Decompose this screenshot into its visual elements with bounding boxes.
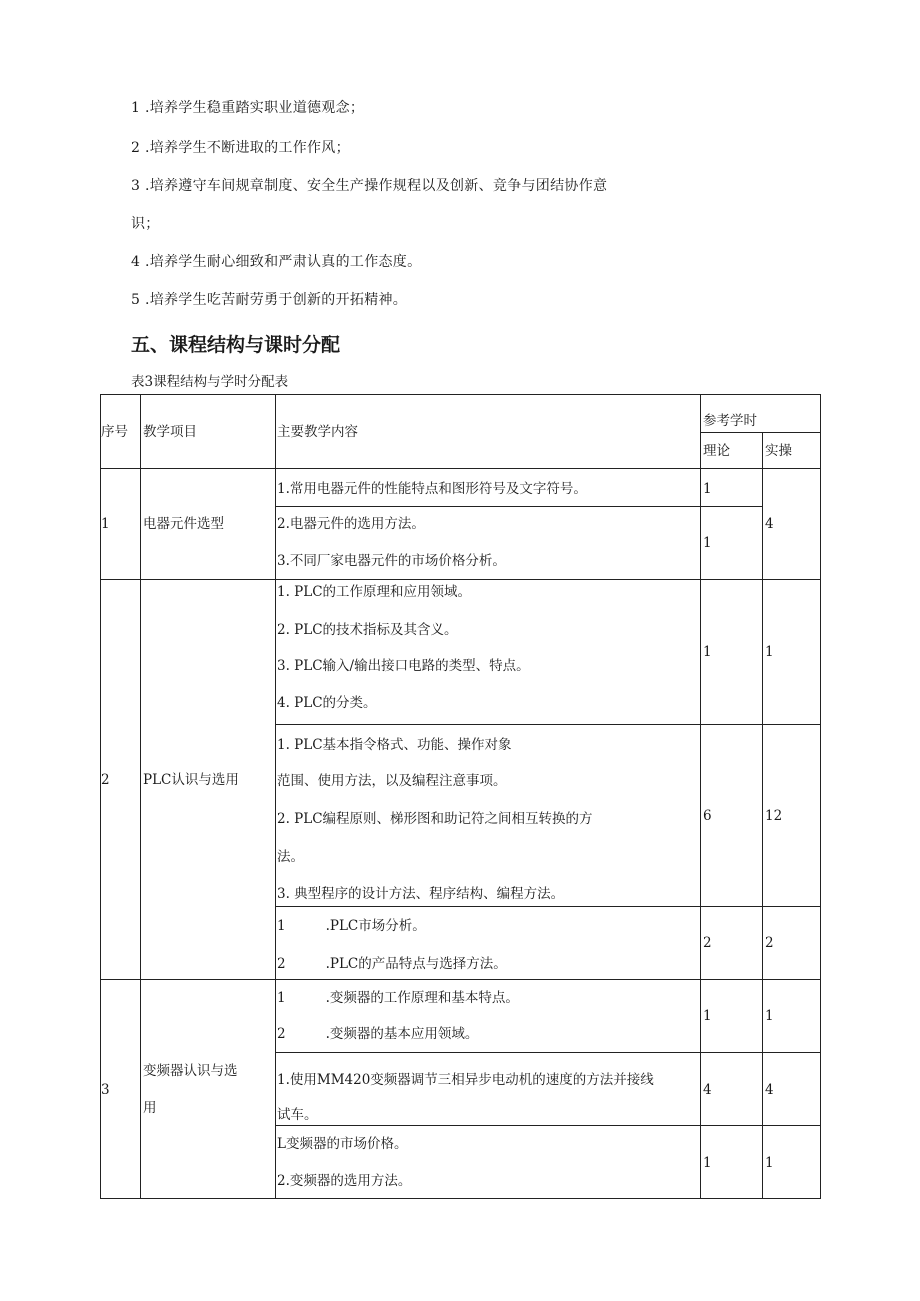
header-seq: 序号 bbox=[101, 424, 128, 440]
row2-content-item bbox=[277, 917, 426, 935]
row3-theory-value: 1 bbox=[703, 1008, 712, 1024]
row3-group2-divider bbox=[275, 1125, 821, 1126]
row3-content-line: 试车。 bbox=[277, 1107, 318, 1123]
row2-content-line: 1. PLC基本指令格式、功能、操作对象 bbox=[277, 737, 512, 753]
row3-theory-value: 1 bbox=[703, 1155, 712, 1171]
objective-item-3: 3 .培养遵守车间规章制度、安全生产操作规程以及创新、竞争与团结协作意 bbox=[131, 178, 608, 194]
table-border-right bbox=[820, 394, 821, 1199]
row2-content-line: 2. PLC的技术指标及其含义。 bbox=[277, 622, 458, 638]
header-practice: 实操 bbox=[765, 443, 792, 459]
header-hours: 参考学时 bbox=[703, 413, 757, 429]
row2-bottom-divider bbox=[100, 979, 821, 980]
row3-project-line: 变频器认识与选 bbox=[143, 1063, 238, 1079]
row2-theory-value: 6 bbox=[703, 808, 712, 824]
table-caption: 表3课程结构与学时分配表 bbox=[131, 374, 289, 390]
row2-group2-divider bbox=[275, 906, 821, 907]
item-text: .PLC的产品特点与选择方法。 bbox=[325, 956, 507, 972]
row2-project: PLC认识与选用 bbox=[143, 772, 239, 788]
item-number: 1 bbox=[277, 990, 286, 1006]
row1-theory-value: 1 bbox=[703, 481, 712, 497]
row2-seq: 2 bbox=[101, 772, 110, 788]
row3-practice-value: 1 bbox=[765, 1008, 774, 1024]
objective-item-1: 1 .培养学生稳重踏实职业道德观念； bbox=[131, 100, 365, 116]
row3-group1-divider bbox=[275, 1052, 821, 1053]
objective-item-2: 2 .培养学生不断进取的工作作风； bbox=[131, 140, 350, 156]
row3-practice-value: 1 bbox=[765, 1155, 774, 1171]
section-heading: 五、课程结构与课时分配 bbox=[131, 334, 341, 356]
row1-project: 电器元件选型 bbox=[143, 516, 224, 532]
objective-item-5: 5 .培养学生吃苦耐劳勇于创新的开拓精神。 bbox=[131, 292, 408, 308]
header-bottom-divider bbox=[100, 468, 821, 469]
row1-practice-value: 4 bbox=[765, 516, 774, 532]
row1-content-line: 2.电器元件的选用方法。 bbox=[277, 516, 425, 532]
row3-content-line: 2.变频器的选用方法。 bbox=[277, 1173, 412, 1189]
header-sub-divider bbox=[700, 432, 821, 433]
row2-content-line: 3. 典型程序的设计方法、程序结构、编程方法。 bbox=[277, 886, 565, 902]
table-border-bottom bbox=[100, 1198, 821, 1199]
table-divider-seq bbox=[140, 394, 141, 1199]
row3-content-line: 1.使用MM420变频器调节三相异步电动机的速度的方法并接线 bbox=[277, 1072, 654, 1088]
row2-practice-value: 12 bbox=[765, 808, 783, 824]
item-text: .变频器的工作原理和基本特点。 bbox=[325, 990, 519, 1006]
objective-item-4: 4 .培养学生耐心细致和严肃认真的工作态度。 bbox=[131, 254, 422, 270]
item-text: .变频器的基本应用领域。 bbox=[325, 1026, 479, 1042]
item-number: 1 bbox=[277, 918, 286, 934]
row2-content-line: 法。 bbox=[277, 849, 304, 865]
row1-bottom-divider bbox=[100, 579, 821, 580]
table-divider-theory bbox=[762, 432, 763, 1199]
row2-theory-value: 1 bbox=[703, 644, 712, 660]
item-number: 2 bbox=[277, 1026, 286, 1042]
row2-content-line: 1. PLC的工作原理和应用领域。 bbox=[277, 584, 472, 600]
row1-group-divider bbox=[275, 506, 763, 507]
row2-content-line: 4. PLC的分类。 bbox=[277, 695, 377, 711]
row2-practice-value: 1 bbox=[765, 644, 774, 660]
row1-content-line: 3.不同厂家电器元件的市场价格分析。 bbox=[277, 553, 506, 569]
row3-practice-value: 4 bbox=[765, 1082, 774, 1098]
row2-content-line: 2. PLC编程原则、梯形图和助记符之间相互转换的方 bbox=[277, 811, 593, 827]
row2-content-item bbox=[277, 955, 507, 973]
row3-theory-value: 4 bbox=[703, 1082, 712, 1098]
table-divider-content bbox=[700, 394, 701, 1199]
row1-content-line: 1.常用电器元件的性能特点和图形符号及文字符号。 bbox=[277, 481, 587, 497]
table-divider-project bbox=[275, 394, 276, 1199]
row1-theory-value: 1 bbox=[703, 535, 712, 551]
row1-seq: 1 bbox=[101, 516, 110, 532]
row3-content-item bbox=[277, 1025, 478, 1043]
item-number: 2 bbox=[277, 956, 286, 972]
row3-project-line: 用 bbox=[143, 1100, 157, 1116]
row2-theory-value: 2 bbox=[703, 935, 712, 951]
row2-group1-divider bbox=[275, 724, 821, 725]
header-theory: 理论 bbox=[703, 443, 730, 459]
row2-practice-value: 2 bbox=[765, 935, 774, 951]
row3-content-item bbox=[277, 989, 519, 1007]
table-border-top bbox=[100, 394, 821, 395]
row2-content-line: 范围、使用方法，以及编程注意事项。 bbox=[277, 773, 507, 789]
header-content: 主要教学内容 bbox=[277, 424, 358, 440]
row3-seq: 3 bbox=[101, 1082, 110, 1098]
row2-content-line: 3. PLC输入/输出接口电路的类型、特点。 bbox=[277, 658, 530, 674]
header-project: 教学项目 bbox=[143, 424, 197, 440]
item-text: .PLC市场分析。 bbox=[325, 918, 426, 934]
row3-content-line: L变频器的市场价格。 bbox=[277, 1136, 408, 1152]
objective-item-3-cont: 识； bbox=[131, 216, 160, 232]
